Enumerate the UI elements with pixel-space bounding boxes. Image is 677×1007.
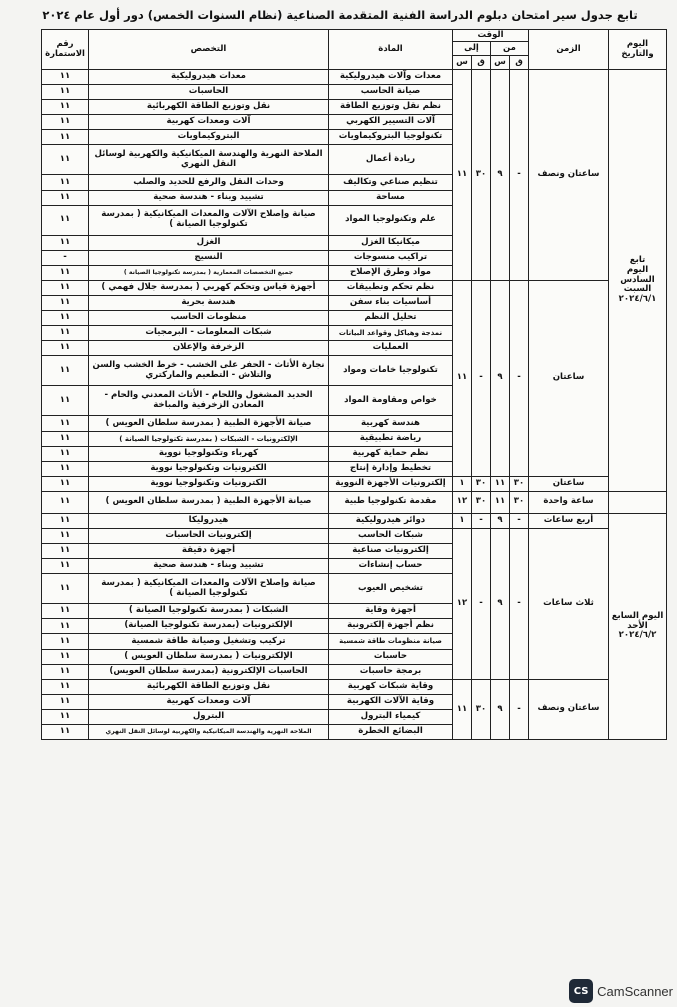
- form-number-cell: ١١: [42, 416, 89, 431]
- form-number-cell: ١١: [42, 476, 89, 491]
- subject-cell: تكنولوجيا البتروكيماويات: [329, 130, 453, 145]
- from-hour: ٩: [491, 528, 510, 679]
- spec-cell: الإلكترونيات ( بمدرسة سلطان العويس ): [89, 649, 329, 664]
- from-hour: ٩: [491, 280, 510, 476]
- subject-cell: إلكترونيات صناعية: [329, 544, 453, 559]
- subject-cell: صيانة منظومات طاقة شمسية: [329, 634, 453, 649]
- day-date-cell-day6: [609, 70, 667, 492]
- from-minute: -: [510, 280, 529, 476]
- subject-cell: نظم حماية كهربية: [329, 446, 453, 461]
- spec-cell: الزخرفة والإعلان: [89, 341, 329, 356]
- subject-cell: معدات وآلات هيدروليكية: [329, 70, 453, 85]
- header-duration: الزمن: [529, 30, 609, 70]
- day7-date: ٢٠٢٤/٦/٢: [618, 630, 657, 641]
- page-title: تابع جدول سير امتحان دبلوم الدراسة الفنية المتقدمة الصناعية (نظام السنوات الخمس) دور أول عام ٢٠٢٤: [42, 8, 638, 22]
- spec-cell: صيانة الأجهزة الطبية ( بمدرسة سلطان العويس ): [89, 491, 329, 513]
- form-number-cell: ١١: [42, 694, 89, 709]
- spec-cell: الغزل: [89, 235, 329, 250]
- subject-cell: صيانة الحاسب: [329, 85, 453, 100]
- form-number-cell: ١١: [42, 649, 89, 664]
- subject-cell: شبكات الحاسب: [329, 528, 453, 543]
- duration-cell: ساعتان ونصف: [529, 70, 609, 281]
- subject-cell: علم وتكنولوجيا المواد: [329, 205, 453, 235]
- spec-cell: صيانة الأجهزة الطبية ( بمدرسة سلطان العويس ): [89, 416, 329, 431]
- subject-cell: مواد وطرق الإصلاح: [329, 265, 453, 280]
- form-number-cell: ١١: [42, 130, 89, 145]
- to-hour: ١١: [453, 280, 472, 476]
- header-time: الوقت: [453, 30, 529, 42]
- spec-cell: كهرباء وتكنولوجيا نووية: [89, 446, 329, 461]
- subject-cell: آلات التسيير الكهربي: [329, 115, 453, 130]
- subject-cell: حساب إنشاءات: [329, 559, 453, 574]
- form-number-cell: ١١: [42, 115, 89, 130]
- form-number-cell: ١١: [42, 280, 89, 295]
- camscanner-text: CamScanner: [597, 983, 673, 999]
- subject-cell: تكنولوجيا خامات ومواد: [329, 356, 453, 386]
- spec-cell: منظومات الحاسب: [89, 311, 329, 326]
- subject-cell: نظم تحكم وتطبيقات: [329, 280, 453, 295]
- form-number-cell: ١١: [42, 528, 89, 543]
- spec-cell: الكترونيات وتكنولوجيا نووية: [89, 476, 329, 491]
- spec-cell: الملاحة النهرية والهندسة الميكانيكية والكهربية لوسائل النقل النهري: [89, 725, 329, 740]
- spec-cell: شبكات المعلومات - البرمجيات: [89, 326, 329, 341]
- to-minute: ٣٠: [472, 491, 491, 513]
- form-number-cell: ١١: [42, 265, 89, 280]
- spec-cell: نقل وتوزيع الطاقة الكهربائية: [89, 679, 329, 694]
- subject-cell: نظم أجهزة إلكترونية: [329, 619, 453, 634]
- spec-cell: أجهزة قياس وتحكم كهربي ( بمدرسة جلال فهمي ): [89, 280, 329, 295]
- header-from-minute: ق: [510, 56, 529, 70]
- subject-cell: نمذجة وهياكل وقواعد البيانات: [329, 326, 453, 341]
- subject-cell: نظم نقل وتوزيع الطاقة: [329, 100, 453, 115]
- form-number-cell: ١١: [42, 574, 89, 604]
- header-specialization: التخصص: [89, 30, 329, 70]
- form-number-cell: ١١: [42, 386, 89, 416]
- day6-label: اليوم السادس: [620, 264, 655, 285]
- spec-cell: وحدات النقل والرفع للحديد والصلب: [89, 175, 329, 190]
- spec-cell: النسيج: [89, 250, 329, 265]
- form-number-cell: ١١: [42, 70, 89, 85]
- form-number-cell: ١١: [42, 145, 89, 175]
- spec-cell: الحديد المشغول واللحام - الأثاث المعدني والحام - المعادن الزخرفية والمباخة: [89, 386, 329, 416]
- subject-cell: وقاية الآلات الكهربية: [329, 694, 453, 709]
- duration-cell: ساعة واحدة: [529, 491, 609, 513]
- spec-cell: صيانة وإصلاح الآلات والمعدات الميكانيكية ( بمدرسة تكنولوجيا الصيانة ): [89, 574, 329, 604]
- header-to-minute: ق: [472, 56, 491, 70]
- subject-cell: دوائر هيدروليكية: [329, 513, 453, 528]
- subject-cell: وقاية شبكات كهربية: [329, 679, 453, 694]
- form-number-cell: ١١: [42, 664, 89, 679]
- spec-cell: الكترونيات وتكنولوجيا نووية: [89, 461, 329, 476]
- spec-cell: أجهزة دقيقة: [89, 544, 329, 559]
- form-number-cell: ١١: [42, 190, 89, 205]
- to-minute: -: [472, 280, 491, 476]
- spec-cell: معدات هيدروليكية: [89, 70, 329, 85]
- form-number-cell: ١١: [42, 513, 89, 528]
- spec-cell: الحاسبات الإلكترونية (بمدرسة سلطان العويس): [89, 664, 329, 679]
- to-minute: ٣٠: [472, 679, 491, 739]
- duration-cell: ثلاث ساعات: [529, 528, 609, 679]
- from-minute: -: [510, 679, 529, 739]
- to-hour: ١: [453, 513, 472, 528]
- form-number-cell: ١١: [42, 85, 89, 100]
- to-minute: -: [472, 528, 491, 679]
- camscanner-logo: CS: [569, 979, 593, 1003]
- form-number-cell: ١١: [42, 709, 89, 724]
- subject-cell: أجهزة وقاية: [329, 604, 453, 619]
- subject-cell: مقدمة تكنولوجيا طبية: [329, 491, 453, 513]
- spec-cell: إلكترونيات الحاسبات: [89, 528, 329, 543]
- spec-cell: نقل وتوزيع الطاقة الكهربائية: [89, 100, 329, 115]
- spec-cell: الشبكات ( بمدرسة تكنولوجيا الصيانة ): [89, 604, 329, 619]
- spec-cell: الحاسبات: [89, 85, 329, 100]
- day-date-cell-day7: [609, 513, 667, 739]
- subject-cell: تشخيص العيوب: [329, 574, 453, 604]
- form-number-cell: ١١: [42, 296, 89, 311]
- day7-label: اليوم السابع: [611, 610, 664, 621]
- duration-cell: أربع ساعات: [529, 513, 609, 528]
- header-from-hour: س: [491, 56, 510, 70]
- to-minute: ٣٠: [472, 476, 491, 491]
- day6-date: ٢٠٢٤/٦/١: [618, 294, 657, 305]
- subject-cell: حاسبات: [329, 649, 453, 664]
- form-number-cell: ١١: [42, 205, 89, 235]
- day6-name: تابع: [629, 254, 646, 265]
- form-number-cell: ١١: [42, 235, 89, 250]
- header-to-hour: س: [453, 56, 472, 70]
- subject-cell: خواص ومقاومة المواد: [329, 386, 453, 416]
- form-number-cell: ١١: [42, 100, 89, 115]
- exam-schedule-table: [41, 29, 667, 740]
- spec-cell: آلات ومعدات كهربية: [89, 115, 329, 130]
- subject-cell: أساسيات بناء سفن: [329, 296, 453, 311]
- spec-cell: الإلكترونيات (بمدرسة تكنولوجيا الصيانة): [89, 619, 329, 634]
- spec-cell: الملاحة النهرية والهندسة الميكانيكية والكهربية لوسائل النقل النهري: [89, 145, 329, 175]
- duration-cell: ساعتان: [529, 476, 609, 491]
- form-number-cell: ١١: [42, 679, 89, 694]
- spec-cell: جميع التخصصات المعمارية ( بمدرسة تكنولوجيا الصيانة ): [89, 265, 329, 280]
- spec-cell: الإلكترونيات - الشبكات ( بمدرسة تكنولوجيا الصيانة ): [89, 431, 329, 446]
- from-hour: ١١: [491, 491, 510, 513]
- from-minute: ٣٠: [510, 491, 529, 513]
- form-number-cell: ١١: [42, 619, 89, 634]
- duration-cell: ساعتان: [529, 280, 609, 476]
- spec-cell: آلات ومعدات كهربية: [89, 694, 329, 709]
- to-hour: ١١: [453, 679, 472, 739]
- subject-cell: تنظيم صناعي وتكاليف: [329, 175, 453, 190]
- duration-cell: ساعتان ونصف: [529, 679, 609, 739]
- spec-cell: صيانة وإصلاح الآلات والمعدات الميكانيكية ( بمدرسة تكنولوجيا الصيانة ): [89, 205, 329, 235]
- from-hour: ٩: [491, 679, 510, 739]
- form-number-cell: ١١: [42, 544, 89, 559]
- subject-cell: ريادة أعمال: [329, 145, 453, 175]
- spec-cell: هيدروليكا: [89, 513, 329, 528]
- to-minute: -: [472, 513, 491, 528]
- spec-cell: هندسة بحرية: [89, 296, 329, 311]
- from-hour: ٩: [491, 70, 510, 281]
- spec-cell: البتروكيماويات: [89, 130, 329, 145]
- form-number-cell: ١١: [42, 634, 89, 649]
- spec-cell: تركيب وتشغيل وصيانة طاقة شمسية: [89, 634, 329, 649]
- to-hour: ١٢: [453, 528, 472, 679]
- form-number-cell: ١١: [42, 326, 89, 341]
- subject-cell: إلكترونيات الأجهزة النووية: [329, 476, 453, 491]
- to-hour: ١٢: [453, 491, 472, 513]
- spec-cell: نجارة الأثاث - الحفر على الخشب - خرط الخشب والسن والتلاش - التطعيم والماركتري: [89, 356, 329, 386]
- from-minute: ٣٠: [510, 476, 529, 491]
- subject-cell: العمليات: [329, 341, 453, 356]
- form-number-cell: ١١: [42, 431, 89, 446]
- form-number-cell: ١١: [42, 604, 89, 619]
- form-number-cell: ١١: [42, 356, 89, 386]
- subject-cell: كيمياء البترول: [329, 709, 453, 724]
- from-hour: ١١: [491, 476, 510, 491]
- subject-cell: تراكيب منسوجات: [329, 250, 453, 265]
- header-to: إلى: [453, 42, 491, 56]
- form-number-cell: ١١: [42, 341, 89, 356]
- day6-weekday: السبت: [623, 284, 652, 295]
- header-form-number: رقم الاستمارة: [42, 30, 89, 70]
- from-minute: -: [510, 513, 529, 528]
- form-number-cell: ١١: [42, 446, 89, 461]
- day-date-cell-empty: [609, 491, 667, 513]
- spec-cell: البترول: [89, 709, 329, 724]
- form-number-cell: ١١: [42, 311, 89, 326]
- subject-cell: برمجة حاسبات: [329, 664, 453, 679]
- form-number-cell: -: [42, 250, 89, 265]
- subject-cell: هندسة كهربية: [329, 416, 453, 431]
- to-hour: ١١: [453, 70, 472, 281]
- spec-cell: تشييد وبناء - هندسة صحية: [89, 559, 329, 574]
- day7-weekday: الأحد: [627, 620, 648, 631]
- subject-cell: البضائع الخطرة: [329, 725, 453, 740]
- subject-cell: رياضة تطبيقية: [329, 431, 453, 446]
- header-from: من: [491, 42, 529, 56]
- from-minute: -: [510, 528, 529, 679]
- subject-cell: ميكانيكا الغزل: [329, 235, 453, 250]
- from-hour: ٩: [491, 513, 510, 528]
- from-minute: -: [510, 70, 529, 281]
- subject-cell: تحليل النظم: [329, 311, 453, 326]
- camscanner-watermark: [569, 979, 673, 1003]
- to-hour: ١: [453, 476, 472, 491]
- form-number-cell: ١١: [42, 559, 89, 574]
- form-number-cell: ١١: [42, 725, 89, 740]
- form-number-cell: ١١: [42, 175, 89, 190]
- spec-cell: تشييد وبناء - هندسة صحية: [89, 190, 329, 205]
- header-day-date: اليوم والتاريخ: [609, 30, 667, 70]
- form-number-cell: ١١: [42, 461, 89, 476]
- subject-cell: مساحة: [329, 190, 453, 205]
- to-minute: ٣٠: [472, 70, 491, 281]
- header-subject: المادة: [329, 30, 453, 70]
- subject-cell: تخطيط وإدارة إنتاج: [329, 461, 453, 476]
- form-number-cell: ١١: [42, 491, 89, 513]
